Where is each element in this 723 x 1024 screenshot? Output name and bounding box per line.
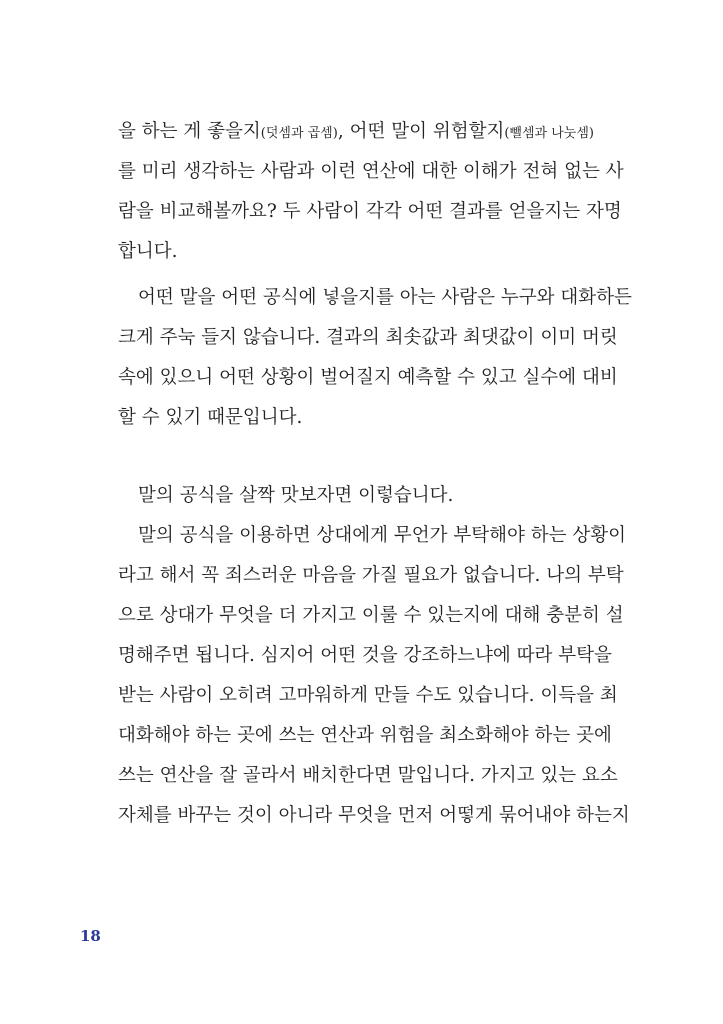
text-line: 자체를 바꾸는 것이 아니라 무엇을 먼저 어떻게 묶어내야 하는지 xyxy=(118,805,630,826)
text-line: 명해주면 됩니다. 심지어 어떤 것을 강조하느냐에 따라 부탁을 xyxy=(118,645,612,666)
parenthetical-note: (덧셈과 곱셈) xyxy=(260,126,338,141)
text-line: 크게 주눅 들지 않습니다. 결과의 최솟값과 최댓값이 이미 머릿 xyxy=(118,327,618,348)
text-line: 어떤 말을 어떤 공식에 넣을지를 아는 사람은 누구와 대화하든 xyxy=(138,287,632,308)
text-line: 속에 있으니 어떤 상황이 벌어질지 예측할 수 있고 실수에 대비 xyxy=(118,367,618,388)
text-segment: 을 하는 게 좋을지 xyxy=(118,121,261,142)
parenthetical-note: (뺄셈과 나눗셈) xyxy=(504,126,594,141)
text-line: 말의 공식을 이용하면 상대에게 무언가 부탁해야 하는 상황이 xyxy=(138,525,626,546)
text-line: 라고 해서 꼭 죄스러운 마음을 가질 필요가 없습니다. 나의 부탁 xyxy=(118,565,624,586)
text-line: 합니다. xyxy=(118,241,178,262)
page-number: 18 xyxy=(80,927,101,945)
text-segment: , 어떤 말이 위험할지 xyxy=(337,121,505,142)
text-line: 할 수 있기 때문입니다. xyxy=(118,407,303,428)
text-line: 람을 비교해볼까요? 두 사람이 각각 어떤 결과를 얻을지는 자명 xyxy=(118,201,622,222)
text-line xyxy=(118,112,594,152)
text-line: 받는 사람이 오히려 고마워하게 만들 수도 있습니다. 이득을 최 xyxy=(118,685,618,706)
text-line: 으로 상대가 무엇을 더 가지고 이룰 수 있는지에 대해 충분히 설 xyxy=(118,605,624,626)
body-text xyxy=(118,112,632,836)
text-line: 말의 공식을 살짝 맛보자면 이렇습니다. xyxy=(138,485,454,506)
text-line: 대화해야 하는 곳에 쓰는 연산과 위험을 최소화해야 하는 곳에 xyxy=(118,725,612,746)
text-line: 를 미리 생각하는 사람과 이런 연산에 대한 이해가 전혀 없는 사 xyxy=(118,161,624,182)
text-line: 쓰는 연산을 잘 골라서 배치한다면 말입니다. 가지고 있는 요소 xyxy=(118,765,618,786)
